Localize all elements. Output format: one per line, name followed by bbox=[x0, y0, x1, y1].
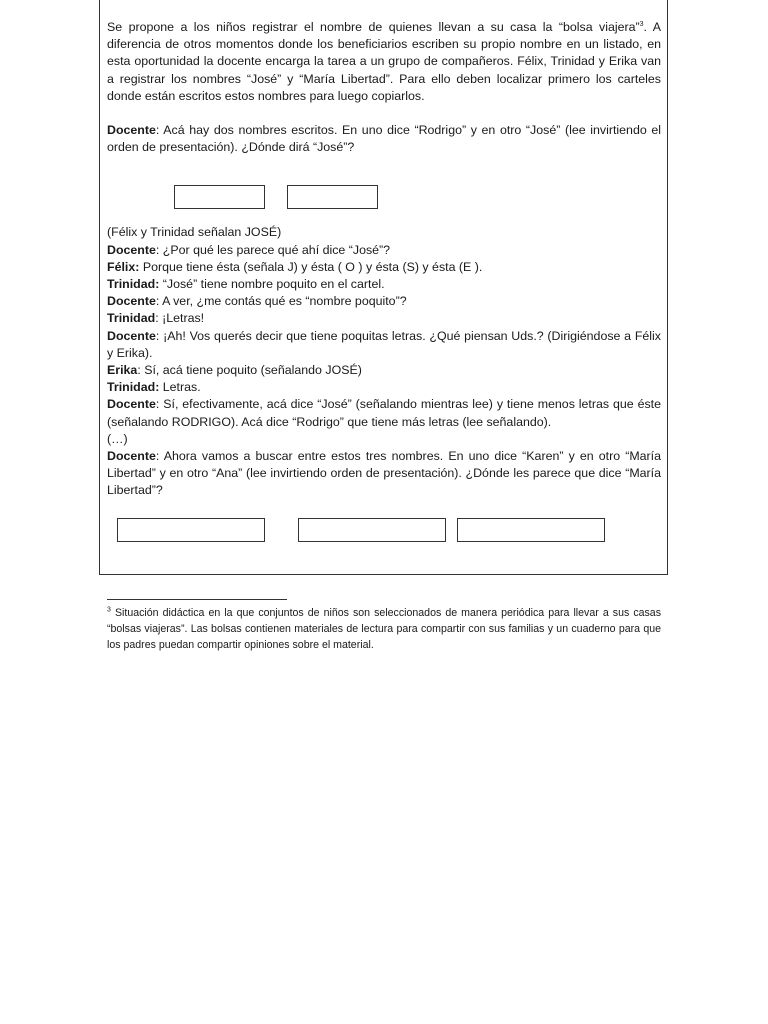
dialogue-line: Trinidad: “José” tiene nombre poquito en el cartel. bbox=[107, 277, 385, 292]
name-cards-three bbox=[107, 500, 661, 560]
intro-text-start: Se propone a los niños registrar el nombre de quienes llevan a su casa la “bolsa viajera” bbox=[107, 20, 640, 34]
footnote bbox=[107, 605, 661, 653]
activity-content bbox=[107, 19, 661, 560]
intro-paragraph bbox=[107, 19, 661, 105]
footnote-separator bbox=[107, 599, 287, 600]
dialogue-line: (…) bbox=[107, 431, 128, 446]
dialogue-line: Trinidad: Letras. bbox=[107, 380, 201, 395]
dialogue-line: Docente: ¡Ah! Vos querés decir que tiene poquitas letras. ¿Qué piensan Uds.? (Dirigiéndose a Félix y Erika). bbox=[107, 328, 661, 360]
name-card-blank bbox=[298, 518, 446, 542]
name-card-blank bbox=[117, 518, 265, 542]
dialogue-line: Erika: Sí, acá tiene poquito (señalando JOSÉ) bbox=[107, 363, 362, 378]
name-cards-two bbox=[107, 156, 661, 224]
dialogue-line: (Félix y Trinidad señalan JOSÉ) bbox=[107, 225, 282, 240]
dialogue-line: Félix: Porque tiene ésta (señala J) y ésta ( O ) y ésta (S) y ésta (E ). bbox=[107, 259, 483, 274]
footnote-reference: 3 bbox=[639, 20, 644, 28]
dialogue-text: : Acá hay dos nombres escritos. En uno dice “Rodrigo” y en otro “José” (lee invirtiendo el orden de presentación). ¿Dónde dirá “José”? bbox=[107, 123, 661, 155]
dialogue-line: Docente: Ahora vamos a buscar entre estos tres nombres. En uno dice “Karen” y en otro “María Libertad” y en otro “Ana” (lee invirtiendo orden de presentación). ¿Dónde les parece que dice “María Libertad”? bbox=[107, 449, 661, 498]
name-card-blank bbox=[174, 185, 265, 209]
intro-text-end: . A diferencia de otros momentos donde los beneficiarios escriben su propio nombre en un listado, en esta oportunidad la docente encarga la tarea a un grupo de compañeros. Félix, Trinidad y Erika van a registrar los nombres “José” y “María Libertad”. Para ello deben localizar primero los carteles donde están escritos estos nombres para luego copiarlos. bbox=[107, 20, 661, 103]
footnote-text: Situación didáctica en la que conjuntos de niños son seleccionados de manera periódica para llevar a sus casas “bolsas viajeras”. Las bolsas contienen materiales de lectura para compartir con sus familias y un cuaderno para que los padres puedan compartir opiniones sobre el material. bbox=[107, 607, 661, 651]
dialogue-line: Trinidad: ¡Letras! bbox=[107, 311, 205, 326]
speaker-label: Docente bbox=[107, 123, 156, 138]
dialogue-line: Docente: A ver, ¿me contás qué es “nombre poquito”? bbox=[107, 294, 407, 309]
name-card-blank bbox=[287, 185, 378, 209]
footnote-number: 3 bbox=[107, 606, 111, 614]
dialogue-line: Docente: ¿Por qué les parece qué ahí dice “José”? bbox=[107, 242, 391, 257]
dialogue-line: Docente: Sí, efectivamente, acá dice “José” (señalando mientras lee) y tiene menos letras que éste (señalando RODRIGO). Acá dice “Rodrigo” que tiene más letras (lee señalando). bbox=[107, 397, 661, 429]
name-card-blank bbox=[457, 518, 605, 542]
dialogue-first-line bbox=[107, 122, 661, 156]
